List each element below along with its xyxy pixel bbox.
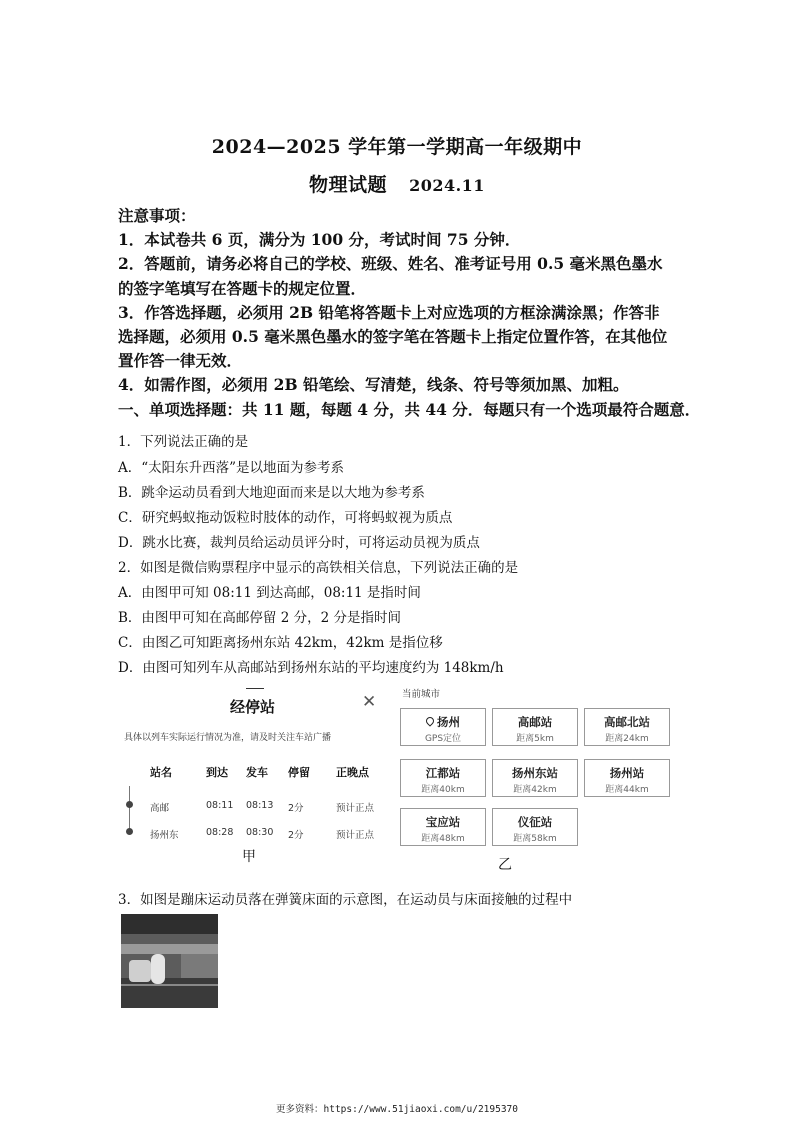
q1-option-d: D．跳水比赛，裁判员给运动员评分时，可将运动员视为质点	[118, 535, 480, 551]
cell-status: 预计正点	[336, 830, 375, 841]
cell-status: 预计正点	[336, 803, 375, 814]
cell-depart: 08:13	[246, 800, 274, 811]
stops-heading: 经停站	[230, 698, 276, 716]
exam-title: 2024—2025 学年第一学期高一年级期中	[211, 136, 583, 158]
subject-title: 物理试题	[309, 174, 388, 196]
note-line: 1．本试卷共 6 页，满分为 100 分，考试时间 75 分钟．	[118, 230, 521, 250]
col-depart: 发车	[246, 766, 268, 779]
exam-subtitle	[0, 170, 794, 197]
exam-date: 2024.11	[409, 176, 485, 195]
stop-dot	[126, 801, 133, 808]
figure-label-jia: 甲	[242, 849, 256, 865]
cell-depart: 08:30	[246, 827, 274, 838]
col-stay: 停留	[288, 766, 310, 779]
current-city-label: 当前城市	[402, 689, 441, 700]
station-name: 宝应站	[425, 815, 461, 829]
notes-heading: 注意事项：	[118, 206, 196, 225]
q1-option-a: A．“太阳东升西落”是以地面为参考系	[118, 460, 345, 476]
note-line: 2．答题前，请务必将自己的学校、班级、姓名、准考证号用 0.5 毫米黑色墨水	[118, 254, 663, 274]
station-name: 扬州东站	[512, 766, 558, 780]
station-name: 扬州站	[609, 766, 645, 780]
q2-option-c: C．由图乙可知距离扬州东站 42km，42km 是指位移	[118, 635, 443, 651]
figure-label-yi: 乙	[498, 857, 512, 873]
station-tile	[492, 808, 578, 846]
col-status: 正晚点	[336, 766, 369, 779]
station-tile	[492, 708, 578, 746]
station-name: 高邮北站	[604, 715, 650, 729]
drag-bar	[246, 688, 264, 689]
q1-stem: 1．下列说法正确的是	[118, 434, 249, 450]
station-tile	[400, 759, 486, 797]
station-name: 仪征站	[517, 815, 553, 829]
station-tile	[400, 808, 486, 846]
stop-dot	[126, 828, 133, 835]
cell-arrive: 08:11	[206, 800, 234, 811]
location-pin-icon	[424, 715, 435, 726]
cell-station: 高邮	[150, 803, 170, 814]
note-line: 4．如需作图，必须用 2B 铅笔绘、写清楚，线条、符号等须加黑、加粗。	[118, 375, 629, 395]
section-heading: 一、单项选择题：共 11 题，每题 4 分，共 44 分．每题只有一个选项最符合题意．	[118, 399, 701, 419]
station-distance: 距离58km	[513, 834, 557, 844]
station-distance: 距离44km	[605, 785, 649, 795]
figure-jia	[118, 688, 383, 863]
note-line: 3．作答选择题，必须用 2B 铅笔将答题卡上对应选项的方框涂满涂黑；作答非	[118, 302, 660, 322]
footer-link[interactable]: 更多资料：https://www.51jiaoxi.com/u/2195370	[276, 1104, 518, 1115]
cell-station: 扬州东	[150, 830, 179, 841]
station-distance: GPS定位	[424, 734, 462, 744]
station-name: 扬州	[437, 715, 460, 729]
station-tile	[400, 708, 486, 746]
q3-stem: 3．如图是蹦床运动员落在弹簧床面的示意图，在运动员与床面接触的过程中	[118, 892, 573, 908]
stops-subtitle: 具体以列车实际运行情况为准，请及时关注车站广播	[124, 733, 332, 743]
note-line: 选择题，必须用 0.5 毫米黑色墨水的签字笔在答题卡上指定位置作答，在其他位	[118, 327, 668, 347]
cell-stay: 2分	[288, 830, 304, 841]
q1-option-b: B．跳伞运动员看到大地迎面而来是以大地为参考系	[118, 485, 425, 501]
figure-yi	[398, 686, 670, 873]
col-station: 站名	[150, 766, 172, 779]
note-line: 的签字笔填写在答题卡的规定位置．	[118, 278, 367, 298]
station-distance: 距离42km	[513, 785, 557, 795]
station-name: 江都站	[425, 766, 461, 780]
station-tile	[584, 708, 670, 746]
route-line	[129, 786, 130, 834]
exam-notes	[118, 204, 701, 422]
q2-option-d: D．由图可知列车从高邮站到扬州东站的平均速度约为 148km/h	[118, 660, 504, 676]
station-name: 高邮站	[517, 715, 553, 729]
close-icon: ✕	[362, 692, 377, 712]
note-line: 置作答一律无效．	[118, 351, 243, 371]
station-tile	[492, 759, 578, 797]
q2-option-a: A．由图甲可知 08:11 到达高邮，08:11 是指时间	[118, 585, 421, 601]
q1-option-c: C．研究蚂蚁拖动饭粒时肢体的动作，可将蚂蚁视为质点	[118, 510, 453, 526]
station-distance: 距离48km	[421, 834, 465, 844]
q2-stem: 2．如图是微信购票程序中显示的高铁相关信息，下列说法正确的是	[118, 560, 519, 576]
cell-arrive: 08:28	[206, 827, 234, 838]
q2-option-b: B．由图甲可知在高邮停留 2 分，2 分是指时间	[118, 610, 401, 626]
station-distance: 距离24km	[605, 734, 649, 744]
station-distance: 距离5km	[516, 734, 554, 744]
station-distance: 距离40km	[421, 785, 465, 795]
cell-stay: 2分	[288, 803, 304, 814]
col-arrive: 到达	[206, 766, 228, 779]
trampoline-photo	[121, 914, 218, 1008]
station-tile	[584, 759, 670, 797]
